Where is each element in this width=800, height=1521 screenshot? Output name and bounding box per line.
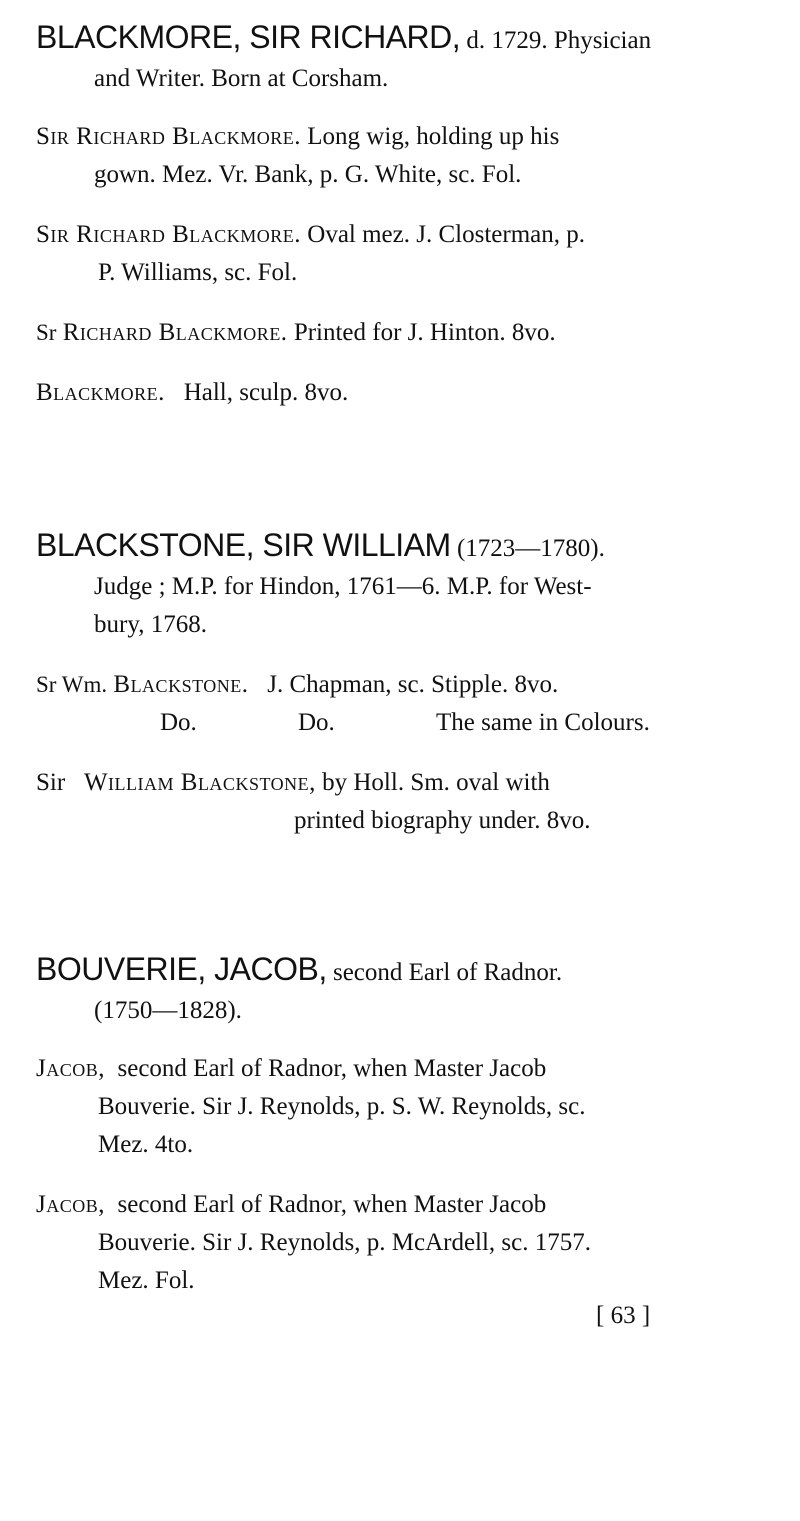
item-details: second Earl of Radnor, when Master Jacob <box>117 1055 547 1082</box>
entry-description: (1750—1828). <box>94 997 242 1024</box>
item-details-cont: P. Williams, sc. Fol. <box>98 259 298 286</box>
sitter-prefix: Sr <box>36 320 57 345</box>
entry-dates: (1723—1780). <box>456 535 605 562</box>
ditto-3: The same in Colours. <box>436 709 650 736</box>
item-details-cont: gown. Mez. Vr. Bank, p. G. White, sc. Fol. <box>94 161 522 188</box>
portrait-item <box>36 764 770 840</box>
entry-title: BOUVERIE, JACOB, <box>36 951 327 987</box>
portrait-item <box>36 216 770 292</box>
entry-dates: d. 1729. Physician <box>466 27 652 54</box>
entry-bouverie-heading <box>36 950 770 1030</box>
sitter-name: Jacob, <box>36 1191 105 1218</box>
item-details: Printed for J. Hinton. 8vo. <box>293 319 556 346</box>
item-details-cont: Bouverie. Sir J. Reynolds, p. McArdell, sc. 1757. <box>98 1229 592 1256</box>
portrait-item <box>36 314 770 352</box>
portrait-item <box>36 666 770 742</box>
entry-description: Judge ; M.P. for Hindon, 1761—6. M.P. for West- <box>94 573 592 600</box>
item-details-cont: Mez. Fol. <box>98 1267 195 1294</box>
sitter-prefix: Sr Wm. <box>36 672 108 697</box>
sitter-prefix: Sir <box>36 769 66 796</box>
portrait-item <box>36 118 770 194</box>
sitter-name: Blackmore. <box>36 379 165 406</box>
item-details-cont: Mez. 4to. <box>98 1131 194 1158</box>
entry-blackmore-heading <box>36 18 770 98</box>
entry-title: BLACKMORE, SIR RICHARD, <box>36 19 461 55</box>
item-details-cont: printed biography under. 8vo. <box>294 807 591 834</box>
item-details: Long wig, holding up his <box>307 123 560 150</box>
portrait-item <box>36 374 770 412</box>
portrait-item <box>36 1186 770 1300</box>
entry-dates: second Earl of Radnor. <box>332 959 563 986</box>
sitter-name: Jacob, <box>36 1055 105 1082</box>
page-number: [ 63 ] <box>596 1302 651 1329</box>
item-details: Hall, sculp. 8vo. <box>183 379 349 406</box>
sitter-name: Sir Richard Blackmore. <box>36 221 302 248</box>
entry-description: and Writer. Born at Corsham. <box>94 65 389 92</box>
sitter-name: William Blackstone, <box>83 769 316 796</box>
ditto-2: Do. <box>298 709 335 736</box>
ditto-1: Do. <box>160 709 197 736</box>
item-details: by Holl. Sm. oval with <box>322 769 550 796</box>
entry-description-cont: bury, 1768. <box>94 611 207 638</box>
sitter-name: Sir Richard Blackmore. <box>36 123 302 150</box>
sitter-name: Blackstone. <box>113 671 249 698</box>
entry-blackstone-heading <box>36 526 770 644</box>
item-details: second Earl of Radnor, when Master Jacob <box>117 1191 547 1218</box>
item-details: Oval mez. J. Closterman, p. <box>307 221 585 248</box>
entry-title: BLACKSTONE, SIR WILLIAM <box>36 527 451 563</box>
sitter-name: Richard Blackmore. <box>62 319 288 346</box>
portrait-item <box>36 1050 770 1164</box>
item-details-cont: Bouverie. Sir J. Reynolds, p. S. W. Reynolds, sc. <box>98 1093 586 1120</box>
item-details: J. Chapman, sc. Stipple. 8vo. <box>267 671 559 698</box>
